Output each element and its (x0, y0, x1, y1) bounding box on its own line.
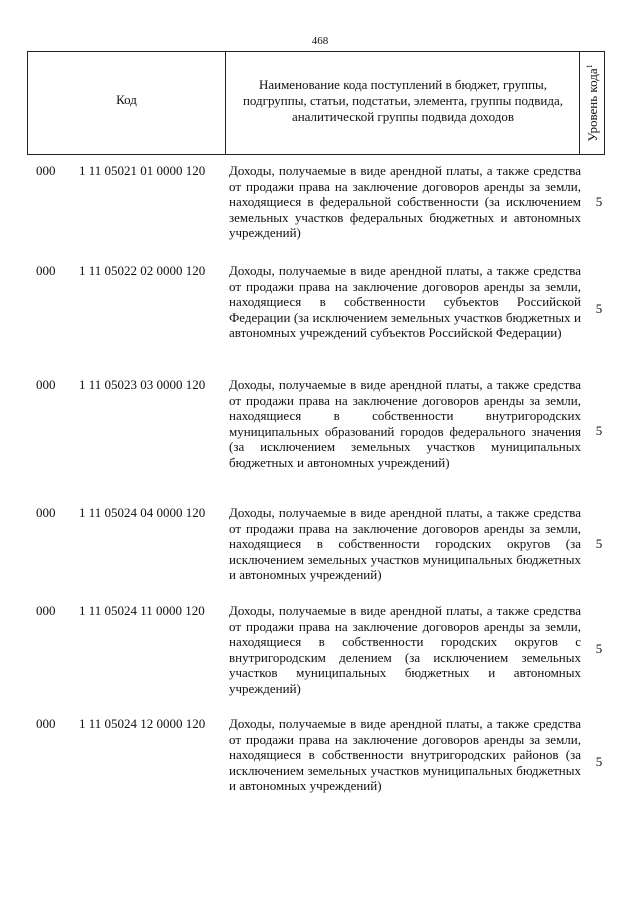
row-prefix: 000 (36, 163, 56, 178)
page-number: 468 (311, 35, 329, 47)
header-level-text: Уровень кода (584, 68, 600, 142)
row-description: Доходы, получаемые в виде арендной платы, а также средства от продажи права на заключение договоров аренды за земли, находящиеся в собственности городских округов (за исключением земельных участков муниципальных бюджетных и автономных учреждений) (229, 505, 581, 582)
row-level: 5 (595, 754, 603, 769)
table-header (27, 51, 605, 155)
row-description: Доходы, получаемые в виде арендной платы, а также средства от продажи права на заключение договоров аренды за земли, находящиеся в собственности субъектов Российской Федерации (за исключением земельных участков бюджетных и автономных учреждений субъектов Российской Федерации) (229, 263, 581, 340)
row-description: Доходы, получаемые в виде арендной платы, а также средства от продажи права на заключение договоров аренды за земли, находящиеся в собственности внутригородских районов (за исключением земельных участков муниципальных бюджетных и автономных учреждений) (229, 716, 581, 793)
row-code: 1 11 05024 11 0000 120 (79, 603, 205, 618)
row-prefix: 000 (36, 603, 56, 618)
row-prefix: 000 (36, 263, 56, 278)
header-code-label: Код (116, 92, 137, 107)
row-code: 1 11 05024 04 0000 120 (79, 505, 206, 520)
row-code: 1 11 05024 12 0000 120 (79, 716, 206, 731)
row-description: Доходы, получаемые в виде арендной платы, а также средства от продажи права на заключение договоров аренды за земли, находящиеся в федеральной собственности (за исключением земельных участков федеральных бюджетных и автономных учреждений) (229, 163, 581, 240)
header-divider (225, 52, 226, 154)
row-prefix: 000 (36, 716, 56, 731)
header-name-label: Наименование кода поступлений в бюджет, группы, подгруппы, статьи, подстатьи, элемента, группы подвида, аналитической группы подвида доходов (242, 77, 564, 124)
row-description: Доходы, получаемые в виде арендной платы, а также средства от продажи права на заключение договоров аренды за земли, находящиеся в собственности внутригородских муниципальных образований городов федерального значения (за исключением земельных участков муниципальных бюджетных и автономных учреждений) (229, 377, 581, 470)
row-prefix: 000 (36, 505, 56, 520)
header-level-label (584, 64, 600, 141)
row-code: 1 11 05021 01 0000 120 (79, 163, 206, 178)
row-code: 1 11 05022 02 0000 120 (79, 263, 206, 278)
row-level: 5 (595, 423, 603, 438)
row-level: 5 (595, 301, 603, 316)
header-level-cell (580, 52, 605, 154)
row-description: Доходы, получаемые в виде арендной платы, а также средства от продажи права на заключение договоров аренды за земли, находящиеся в собственности городских округов с внутригородским делением (за исключением земельных участков муниципальных бюджетных и автономных учреждений) (229, 603, 581, 696)
header-level-footnote: 1 (584, 64, 594, 69)
row-level: 5 (595, 194, 603, 209)
row-code: 1 11 05023 03 0000 120 (79, 377, 206, 392)
row-level: 5 (595, 536, 603, 551)
row-prefix: 000 (36, 377, 56, 392)
row-level: 5 (595, 641, 603, 656)
